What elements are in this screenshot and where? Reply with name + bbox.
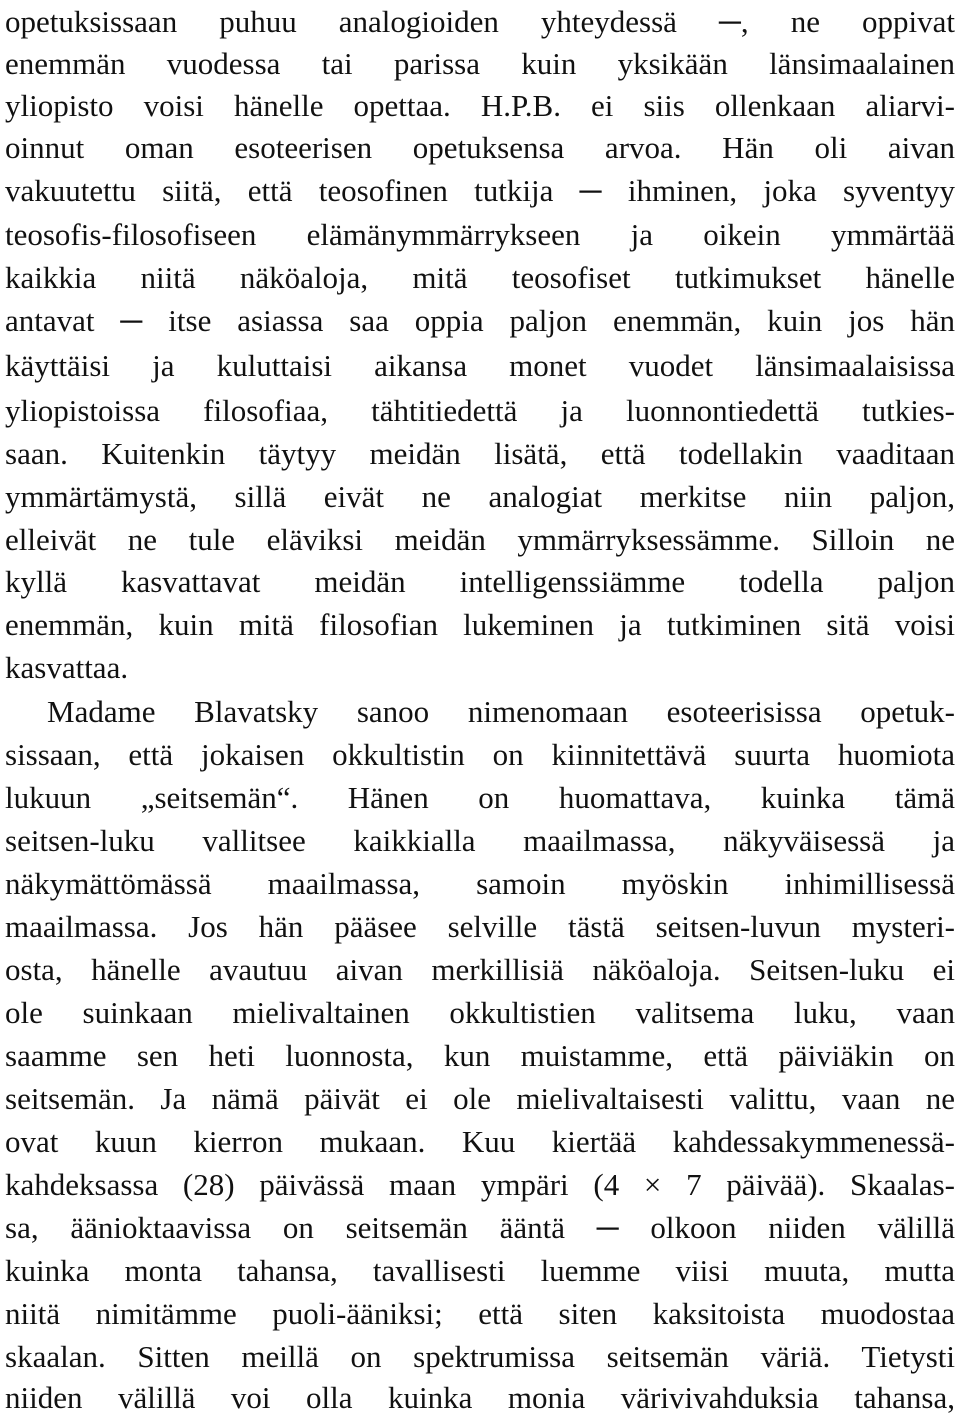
- paragraph-first-line: Madame Blavatsky sanoo nimenomaan esoteerisissa opetuk-: [47, 694, 955, 729]
- text-line: enemmän, kuin mitä filosofian lukeminen ja tutkiminen sitä voisi: [5, 607, 955, 642]
- text-line: niiden välillä voi olla kuinka monia värivivahduksia tahansa,: [5, 1380, 955, 1415]
- text-line: yliopisto voisi hänelle opettaa. H.P.B. ei siis ollenkaan aliarvi-: [5, 88, 955, 123]
- text-line: sissaan, että jokaisen okkultistin on kiinnitettävä suurta huomiota: [5, 737, 955, 772]
- text-line: saan. Kuitenkin täytyy meidän lisätä, että todellakin vaaditaan: [5, 436, 955, 471]
- text-line: teosofis-filosofiseen elämänymmärrykseen ja oikein ymmärtää: [5, 217, 955, 252]
- paragraph-last-line: kasvattaa.: [5, 650, 129, 685]
- text-line: lukuun „seitsemän“. Hänen on huomattava, kuinka tämä: [5, 780, 955, 815]
- text-line: kaikkia niitä näköaloja, mitä teosofiset tutkimukset hänelle: [5, 260, 955, 295]
- text-line: vakuutettu siitä, että teosofinen tutkija ─ ihminen, joka syventyy: [5, 173, 955, 208]
- text-line: elleivät ne tule eläviksi meidän ymmärryksessämme. Silloin ne: [5, 522, 955, 557]
- text-line: antavat ─ itse asiassa saa oppia paljon enemmän, kuin jos hän: [5, 303, 955, 338]
- text-line: kyllä kasvattavat meidän intelligenssiämme todella paljon: [5, 564, 955, 599]
- text-line: saamme sen heti luonnosta, kun muistamme, että päiviäkin on: [5, 1038, 955, 1073]
- text-line: kahdeksassa (28) päivässä maan ympäri (4 × 7 päivää). Skaalas-: [5, 1167, 955, 1202]
- text-line: skaalan. Sitten meillä on spektrumissa seitsemän väriä. Tietysti: [5, 1339, 955, 1374]
- text-line: niitä nimitämme puoli-ääniksi; että siten kaksitoista muodostaa: [5, 1296, 955, 1331]
- text-line: kuinka monta tahansa, tavallisesti luemme viisi muuta, mutta: [5, 1253, 955, 1288]
- text-line: oinnut oman esoteerisen opetuksensa arvoa. Hän oli aivan: [5, 130, 955, 165]
- text-line: seitsen-luku vallitsee kaikkialla maailmassa, näkyväisessä ja: [5, 823, 955, 858]
- text-line: maailmassa. Jos hän pääsee selville tästä seitsen-luvun mysteri-: [5, 909, 955, 944]
- text-line: sa, äänioktaavissa on seitsemän ääntä ─ olkoon niiden välillä: [5, 1210, 955, 1245]
- text-line: näkymättömässä maailmassa, samoin myöskin inhimillisessä: [5, 866, 955, 901]
- text-line: ovat kuun kierron mukaan. Kuu kiertää kahdessakymmenessä-: [5, 1124, 955, 1159]
- text-line: enemmän vuodessa tai parissa kuin yksikään länsimaalainen: [5, 46, 955, 81]
- text-line: ymmärtämystä, sillä eivät ne analogiat merkitse niin paljon,: [5, 479, 955, 514]
- text-line: opetuksissaan puhuu analogioiden yhteydessä ─, ne oppivat: [5, 4, 955, 39]
- text-line: yliopistoissa filosofiaa, tähtitiedettä ja luonnontiedettä tutkies-: [5, 393, 955, 428]
- text-line: ole suinkaan mielivaltainen okkultistien valitsema luku, vaan: [5, 995, 955, 1030]
- text-line: seitsemän. Ja nämä päivät ei ole mielivaltaisesti valittu, vaan ne: [5, 1081, 955, 1116]
- text-line: osta, hänelle avautuu aivan merkillisiä näköaloja. Seitsen-luku ei: [5, 952, 955, 987]
- text-line: käyttäisi ja kuluttaisi aikansa monet vuodet länsimaalaisissa: [5, 348, 955, 383]
